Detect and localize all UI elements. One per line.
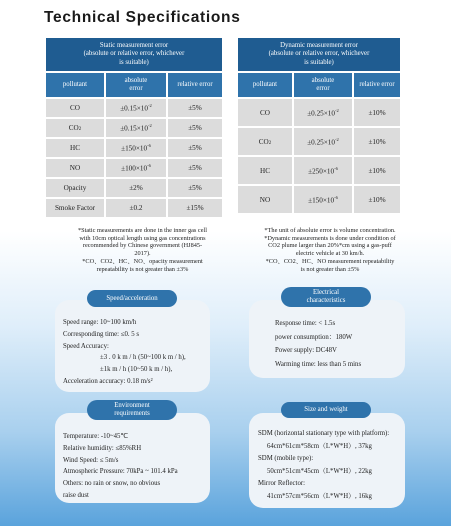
pollutant-cell: HC [46, 139, 104, 157]
table-row [238, 99, 400, 126]
column-header-relative-error [168, 73, 222, 97]
spec-line: 50cm*51cm*45cm（L*W*H）, 22kg [267, 467, 372, 475]
spec-line: Power supply: DC48V [275, 347, 337, 354]
table-row [238, 128, 400, 155]
environment-title-text-1: Environment [114, 402, 150, 409]
dynamic-header-line-2: (absolute or relative error, whichever [268, 50, 370, 58]
absolute-error-cell [106, 139, 166, 157]
spec-line: SDM (horizontal stationary type with platform): [258, 430, 390, 437]
spec-line: 41cm*57cm*56cm（L*W*H）, 16kg [267, 492, 372, 500]
absolute-error-cell [106, 159, 166, 177]
environment-title-text-2: requirements [114, 410, 150, 417]
note-line: *CO、CO2、HC、NO measurement repeatability [265, 257, 395, 265]
size-panel-title [281, 402, 371, 418]
relative-error-cell: ±10% [354, 186, 400, 213]
static-table-header [46, 38, 222, 71]
spec-line: Wind Speed: ≤ 5m/s [63, 456, 119, 464]
note-line: *Static measurements are done in the inner gas cell [77, 227, 208, 234]
spec-line: Others: no rain or snow, no obvious [63, 480, 161, 488]
spec-line: ±1k m / h (10~50 k m / h), [100, 366, 173, 374]
absolute-value: ±150×10 [308, 196, 335, 205]
exponent: -6 [334, 165, 338, 171]
spec-line: power consumption：180W [275, 333, 353, 341]
static-header-line-3: is suitable) [119, 58, 149, 66]
dynamic-header-line-3: is suitable) [304, 58, 334, 66]
absolute-value: ±0.25×10 [307, 109, 335, 118]
exponent: -2 [148, 123, 152, 129]
environment-panel-title [87, 400, 177, 420]
size-title-text: Size and weight [304, 406, 348, 413]
spec-line: Relative humidity: ≤85%RH [63, 444, 142, 452]
table-row [46, 99, 222, 117]
note-line: CO2 plume larger than 20%*cm using a gas-puff [268, 242, 392, 250]
spec-line: Acceleration accuracy: 0.18 m/s² [63, 377, 153, 385]
note-line: recommended by Chinese government (HJ845- [82, 242, 203, 250]
absolute-value: ±150×10 [121, 144, 148, 153]
absolute-error-cell [106, 99, 166, 117]
spec-line: Warming time: less than 5 mins [275, 360, 362, 368]
column-header-relative-error [354, 73, 400, 97]
column-header-pollutant: pollutant [238, 73, 292, 97]
absolute-error-cell [106, 119, 166, 137]
pollutant-cell: Smoke Factor [46, 199, 104, 217]
table-row [46, 139, 222, 157]
absolute-error-cell [294, 128, 352, 155]
pollutant-cell: HC [238, 157, 292, 184]
absolute-error-cell: ±0.2 [106, 199, 166, 217]
spec-line: raise dust [63, 491, 89, 499]
electrical-title-text-2: characteristics [306, 297, 346, 304]
pollutant-cell: CO [46, 99, 104, 117]
exponent: -2 [335, 107, 339, 113]
pollutant-cell: CO2 [46, 119, 104, 137]
speed-panel-title [87, 290, 177, 307]
exponent: -2 [335, 136, 339, 142]
relative-error-cell: ±15% [168, 199, 222, 217]
electrical-panel-title [281, 287, 371, 307]
column-header-absolute-error-text: absolute error [311, 76, 335, 92]
environment-specs [63, 431, 178, 502]
page-title: Technical Specifications [44, 9, 241, 26]
note-line: *CO、CO2、HC、NO、opacity measurement [82, 257, 203, 265]
electrical-title-text-1: Electrical [312, 289, 340, 296]
note-line: electric vehicle at 30 km/h. [295, 250, 365, 258]
pollutant-cell: Opacity [46, 179, 104, 197]
static-notes [55, 227, 230, 273]
spec-line: Speed Accuracy: [63, 342, 109, 350]
relative-error-cell: ±5% [168, 179, 222, 197]
spec-line: Temperature: -10~45℃ [63, 433, 128, 440]
relative-error-cell: ±10% [354, 157, 400, 184]
speed-specs [63, 317, 186, 388]
size-specs [258, 428, 389, 503]
column-header-relative-error-text: relative error [177, 80, 213, 88]
column-header-absolute-error-text: absolute error [124, 76, 148, 92]
pollutant-cell: NO [238, 186, 292, 213]
table-row [46, 199, 222, 217]
note-line: *Dynamic measurements is done under condition of [264, 234, 396, 242]
spec-line: Atmospheric Pressure: 70kPa ~ 101.4 kPa [63, 468, 178, 476]
table-row [238, 186, 400, 213]
table-row [238, 157, 400, 184]
dynamic-notes [240, 227, 420, 273]
static-header-line-1: Static measurement error [99, 42, 169, 50]
table-row [46, 119, 222, 137]
static-error-table [44, 36, 224, 219]
absolute-error-cell [294, 99, 352, 126]
dynamic-table-header [238, 38, 400, 71]
dynamic-header-line-1: Dynamic measurement error [280, 42, 358, 50]
spec-line: 64cm*61cm*58cm（L*W*H）, 37kg [267, 442, 372, 450]
note-line: repeatability is not greater than ±3% [96, 265, 189, 273]
absolute-error-cell: ±2% [106, 179, 166, 197]
pollutant-cell: NO [46, 159, 104, 177]
note-line: 2017). [134, 250, 151, 258]
pollutant-cell: CO [238, 99, 292, 126]
static-header-line-2: (absolute or relative error, whichever [83, 50, 185, 58]
relative-error-cell: ±5% [168, 99, 222, 117]
electrical-specs [275, 317, 361, 371]
absolute-value: ±0.15×10 [120, 124, 148, 133]
spec-line: Corresponding time: ≤0. 5 s [63, 330, 140, 338]
column-header-absolute-error [106, 73, 166, 97]
column-header-pollutant: pollutant [46, 73, 104, 97]
spec-line: SDM (mobile type): [258, 455, 314, 462]
table-row [46, 159, 222, 177]
spec-line: ±3 . 0 k m / h (50~100 k m / h), [100, 354, 186, 362]
spec-line: Mirror Reflector: [258, 480, 305, 487]
relative-error-cell: ±5% [168, 139, 222, 157]
exponent: -6 [147, 143, 151, 149]
table-row [46, 179, 222, 197]
absolute-error-cell [294, 186, 352, 213]
column-header-absolute-error [294, 73, 352, 97]
dynamic-error-table [236, 36, 402, 215]
speed-title-text: Speed/acceleration [106, 294, 158, 302]
relative-error-cell: ±5% [168, 159, 222, 177]
spec-line: Speed range: 10~100 km/h [63, 319, 137, 326]
exponent: -6 [147, 163, 151, 169]
exponent: -6 [334, 194, 338, 200]
absolute-value: ±0.25×10 [307, 138, 335, 147]
note-line: is not greater than ±5% [300, 265, 360, 273]
absolute-error-cell [294, 157, 352, 184]
note-line: *The unit of absolute error is volume concentration. [264, 227, 396, 234]
relative-error-cell: ±10% [354, 99, 400, 126]
relative-error-cell: ±5% [168, 119, 222, 137]
absolute-value: ±100×10 [121, 164, 148, 173]
absolute-value: ±250×10 [308, 167, 335, 176]
column-header-relative-error-text: relative error [359, 80, 395, 88]
exponent: -2 [148, 103, 152, 109]
relative-error-cell: ±10% [354, 128, 400, 155]
note-line: with 10cm optical length using gas concentrations [79, 234, 206, 242]
pollutant-cell: CO2 [238, 128, 292, 155]
absolute-value: ±0.15×10 [120, 104, 148, 113]
spec-line: Response time: < 1.5s [275, 320, 336, 327]
